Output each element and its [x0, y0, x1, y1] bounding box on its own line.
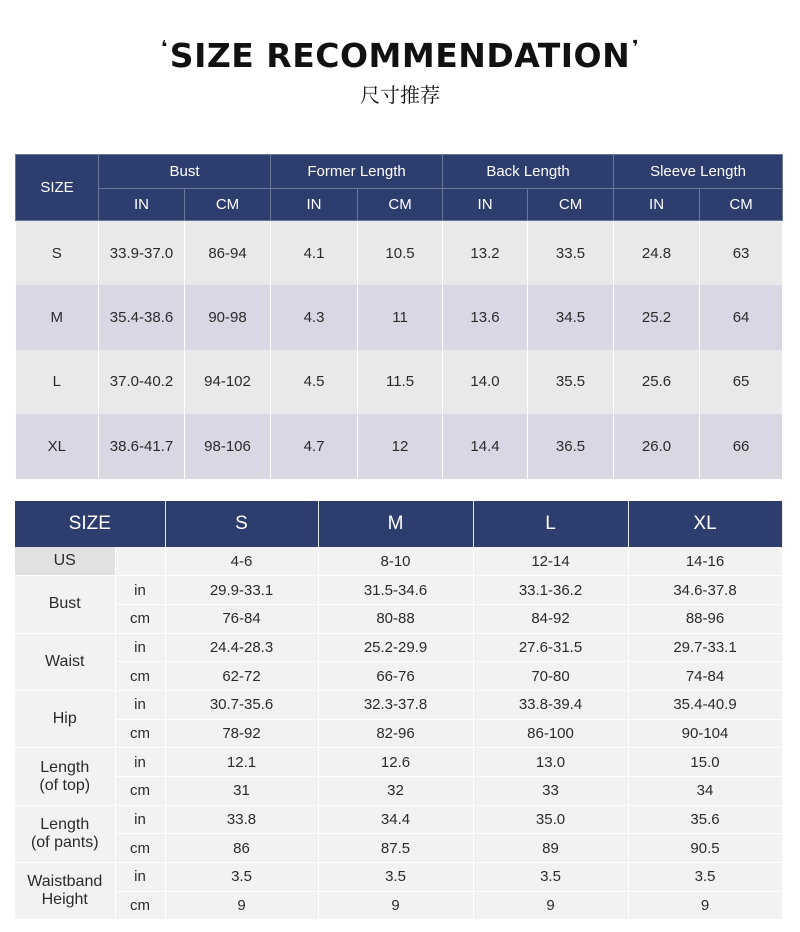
table-cell: 34.6-37.8	[628, 576, 782, 605]
table-row	[15, 576, 782, 605]
unit-header: IN	[271, 189, 358, 221]
table-cell: 13.6	[443, 285, 528, 350]
table-cell: 86	[165, 834, 318, 863]
table-cell: 29.9-33.1	[165, 576, 318, 605]
measure-label	[15, 748, 115, 805]
unit-header: CM	[185, 189, 271, 221]
unit-label-in: in	[115, 633, 165, 662]
table-cell: 90.5	[628, 834, 782, 863]
table-row	[15, 633, 782, 662]
table-cell: 4.1	[271, 221, 358, 286]
measure-label-line: Hip	[52, 710, 77, 728]
garment-size-table	[15, 154, 783, 479]
unit-label-cm: cm	[115, 891, 165, 920]
group-header-former-length: Former Length	[271, 155, 443, 189]
table-cell: 84-92	[473, 604, 628, 633]
table-row	[16, 350, 783, 415]
table-cell: 34.5	[528, 285, 614, 350]
garment-size-table-body	[16, 221, 783, 479]
size-header-xl: XL	[628, 501, 782, 547]
table-cell: 34	[628, 777, 782, 806]
unit-label-in: in	[115, 863, 165, 892]
table-cell: 12.1	[165, 748, 318, 777]
table-cell: 9	[318, 891, 473, 920]
table-row	[15, 662, 782, 691]
table-cell: 25.2-29.9	[318, 633, 473, 662]
table-cell: 35.6	[628, 805, 782, 834]
table-cell: 24.8	[614, 221, 700, 286]
unit-header: IN	[614, 189, 700, 221]
table-cell: 89	[473, 834, 628, 863]
table-cell: 32	[318, 777, 473, 806]
measure-label	[15, 576, 115, 633]
us-label: US	[15, 547, 115, 576]
table-row	[15, 805, 782, 834]
table-row	[16, 221, 783, 286]
table-cell: 38.6-41.7	[99, 414, 185, 479]
unit-header: IN	[99, 189, 185, 221]
table-cell: 12-14	[473, 547, 628, 576]
measure-label	[15, 805, 115, 862]
table-cell: 62-72	[165, 662, 318, 691]
table-cell: 86-94	[185, 221, 271, 286]
size-header-m: M	[318, 501, 473, 547]
table-cell: 66-76	[318, 662, 473, 691]
table-cell: 3.5	[318, 863, 473, 892]
table-cell: 32.3-37.8	[318, 690, 473, 719]
measure-label-line: Waist	[45, 652, 85, 670]
table-cell: 33	[473, 777, 628, 806]
table-cell: 15.0	[628, 748, 782, 777]
unit-label-cm: cm	[115, 662, 165, 691]
table-cell: 31	[165, 777, 318, 806]
left-accent-icon: ❛	[161, 37, 168, 58]
table-cell: 4-6	[165, 547, 318, 576]
measure-label	[15, 863, 115, 920]
measure-label-line: (of top)	[39, 776, 91, 794]
table-row	[15, 604, 782, 633]
size-label: XL	[16, 414, 99, 479]
size-label: M	[16, 285, 99, 350]
table-cell: 12.6	[318, 748, 473, 777]
table-cell: 34.4	[318, 805, 473, 834]
table-cell: 31.5-34.6	[318, 576, 473, 605]
unit-header: CM	[528, 189, 614, 221]
table-cell: 74-84	[628, 662, 782, 691]
unit-label-cm: cm	[115, 834, 165, 863]
table-cell: 25.6	[614, 350, 700, 415]
measure-label-line: (of pants)	[30, 833, 99, 851]
table-cell: 33.8	[165, 805, 318, 834]
table-cell: 33.8-39.4	[473, 690, 628, 719]
table-cell: 4.7	[271, 414, 358, 479]
table-cell: 9	[473, 891, 628, 920]
table-cell: 10.5	[358, 221, 443, 286]
table-cell: 11	[358, 285, 443, 350]
measure-label-line: Length	[40, 758, 90, 776]
measure-label	[15, 690, 115, 747]
unit-label-in: in	[115, 690, 165, 719]
table-row	[15, 719, 782, 748]
table-row	[16, 285, 783, 350]
table-cell: 26.0	[614, 414, 700, 479]
measure-label-line: Height	[41, 891, 88, 909]
table-cell: 82-96	[318, 719, 473, 748]
unit-label-in: in	[115, 805, 165, 834]
body-size-table-body	[15, 547, 782, 920]
table-cell: 80-88	[318, 604, 473, 633]
table-row	[15, 547, 782, 576]
table-cell: 35.5	[528, 350, 614, 415]
table-cell: 70-80	[473, 662, 628, 691]
measure-label-line: Bust	[48, 595, 81, 613]
table-cell: 35.4-40.9	[628, 690, 782, 719]
unit-label-in: in	[115, 748, 165, 777]
size-header-l: L	[473, 501, 628, 547]
unit-label-in: in	[115, 576, 165, 605]
group-header-bust: Bust	[99, 155, 271, 189]
table-cell: 12	[358, 414, 443, 479]
unit-header: CM	[700, 189, 783, 221]
table-cell: 78-92	[165, 719, 318, 748]
table-row	[15, 748, 782, 777]
table-row	[16, 414, 783, 479]
table-cell: 14-16	[628, 547, 782, 576]
table-cell: 65	[700, 350, 783, 415]
unit-header: CM	[358, 189, 443, 221]
table-cell: 63	[700, 221, 783, 286]
table-cell: 86-100	[473, 719, 628, 748]
page-subtitle: 尺寸推荐	[360, 83, 440, 107]
unit-label-cm: cm	[115, 604, 165, 633]
table-cell: 14.0	[443, 350, 528, 415]
table-cell: 9	[628, 891, 782, 920]
table-cell: 13.0	[473, 748, 628, 777]
table-cell: 4.5	[271, 350, 358, 415]
table-cell: 87.5	[318, 834, 473, 863]
size-header-s: S	[165, 501, 318, 547]
size-label: S	[16, 221, 99, 286]
table-cell: 4.3	[271, 285, 358, 350]
table-cell: 33.5	[528, 221, 614, 286]
table-cell: 25.2	[614, 285, 700, 350]
size-column-header: SIZE	[16, 155, 99, 221]
group-header-back-length: Back Length	[443, 155, 614, 189]
group-header-sleeve-length: Sleeve Length	[614, 155, 783, 189]
table-row	[15, 891, 782, 920]
measure-label	[15, 633, 115, 690]
table-cell: 35.0	[473, 805, 628, 834]
page-title	[0, 36, 800, 75]
table-cell: 88-96	[628, 604, 782, 633]
measure-label-line: Length	[40, 815, 90, 833]
page-title-text: SIZE RECOMMENDATION	[169, 36, 631, 75]
table-cell: 35.4-38.6	[99, 285, 185, 350]
unit-header: IN	[443, 189, 528, 221]
table-cell: 9	[165, 891, 318, 920]
table-cell: 11.5	[358, 350, 443, 415]
table-cell: 3.5	[628, 863, 782, 892]
table-cell: 27.6-31.5	[473, 633, 628, 662]
title-block	[0, 36, 800, 108]
body-size-table	[15, 501, 783, 920]
table-cell: 29.7-33.1	[628, 633, 782, 662]
table-cell: 14.4	[443, 414, 528, 479]
table-cell: 30.7-35.6	[165, 690, 318, 719]
table-cell: 90-98	[185, 285, 271, 350]
table-cell: 76-84	[165, 604, 318, 633]
table-cell: 90-104	[628, 719, 782, 748]
size-label: L	[16, 350, 99, 415]
table-row	[15, 834, 782, 863]
table-cell: 37.0-40.2	[99, 350, 185, 415]
measure-label-line: Waistband	[27, 873, 103, 891]
table-cell: 33.9-37.0	[99, 221, 185, 286]
table-cell: 8-10	[318, 547, 473, 576]
table-row	[15, 863, 782, 892]
table-row	[15, 777, 782, 806]
table-cell: 98-106	[185, 414, 271, 479]
table-cell: 64	[700, 285, 783, 350]
table-cell: 94-102	[185, 350, 271, 415]
table-cell: 66	[700, 414, 783, 479]
table-cell: 3.5	[165, 863, 318, 892]
unit-label-cm: cm	[115, 777, 165, 806]
size-column-header: SIZE	[15, 501, 165, 547]
table-cell: 33.1-36.2	[473, 576, 628, 605]
table-cell: 24.4-28.3	[165, 633, 318, 662]
table-cell: 13.2	[443, 221, 528, 286]
unit-label-cm: cm	[115, 719, 165, 748]
table-cell: 36.5	[528, 414, 614, 479]
table-cell: 3.5	[473, 863, 628, 892]
right-accent-icon: ❜	[632, 37, 639, 58]
table-row	[15, 690, 782, 719]
unit-cell-empty	[115, 547, 165, 576]
